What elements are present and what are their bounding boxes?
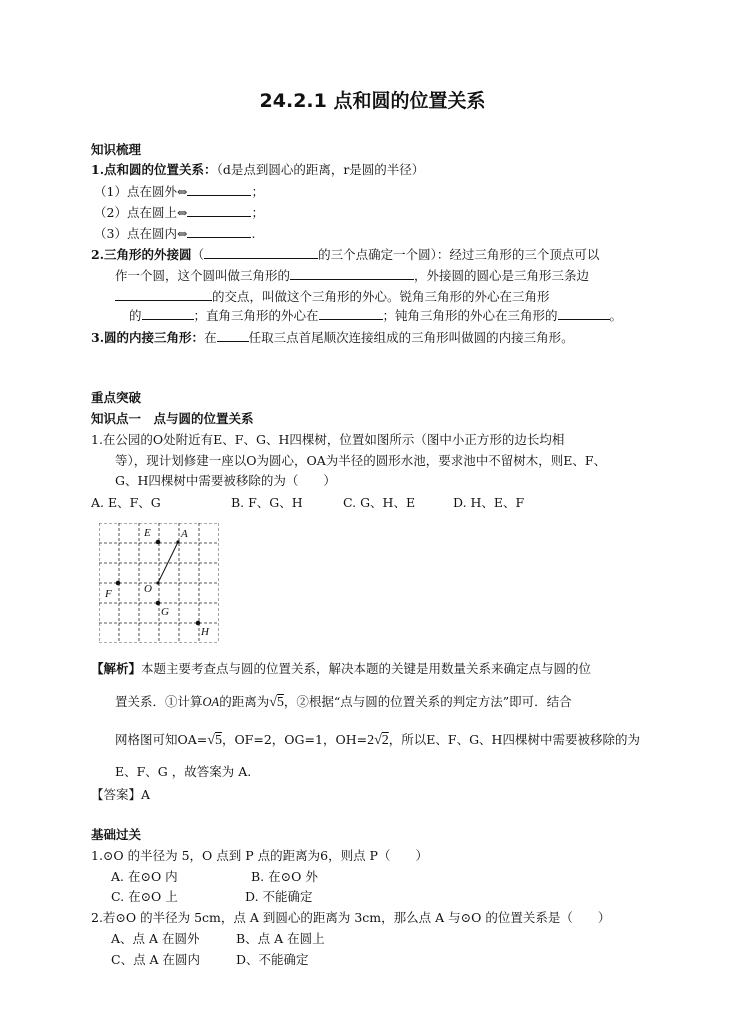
analysis-line-4: E、F、G ，故答案为 A. [115,764,252,779]
oa-symbol: OA [202,695,220,709]
knowledge-item-2-line-1: 2.三角形的外接圆（ 的三个点确定一个圆）：经过三角形的三个顶点可以 [91,247,600,262]
answer: 【答案】A [91,787,151,802]
question-1-line-3: G、H四棵树中需要被移除的为（ ） [115,473,336,488]
point-f [116,581,121,586]
basic-question-2: 2.若⊙O 的半径为 5cm，点 A 到圆心的距离为 3cm，那么点 A 与⊙O 的位置关系是（ ） [91,910,611,925]
point-a [176,540,179,543]
basic-q1-option-b[interactable]: B. 在⊙O 外 [251,869,318,884]
knowledge-item-2-line-3: 的交点，叫做这个三角形的外心。锐角三角形的外心在三角形 [115,288,550,305]
analysis-line-1: 【解析】本题主要考查点与圆的位置关系，解决本题的关键是用数量关系来确定点与圆的位 [91,661,592,676]
item1-sub-inside: （3）点在圆内⇔ . [94,226,256,241]
knowledge-item-2-line-4: 的 ；直角三角形的外心在 ；钝角三角形的外心在三角形的 。 [129,308,623,323]
label-a: A [181,528,188,540]
item1-note: （d是点到圆心的距离，r是圆的半径） [216,162,425,177]
basic-question-1: 1.⊙O 的半径为 5，O 点到 P 点的距离为6，则点 P（ ） [91,848,428,863]
point-o [156,581,159,584]
page-title: 24.2.1 点和圆的位置关系 [259,90,486,112]
label-h: H [201,626,209,638]
basic-q2-option-b[interactable]: B、点 A 在圆上 [236,931,325,946]
basic-q1-option-d[interactable]: D. 不能确定 [245,889,313,904]
fill-blank[interactable] [558,307,610,320]
section-heading-focus: 重点突破 [91,390,142,405]
basic-q2-option-d[interactable]: D、不能确定 [236,952,309,967]
section-heading-basic: 基础过关 [91,827,142,842]
basic-q1-option-a[interactable]: A. 在⊙O 内 [111,869,178,884]
knowledge-point-heading: 知识点一 点与圆的位置关系 [91,411,254,426]
option-b[interactable]: B. F、G、H [231,495,303,510]
knowledge-item-3: 3.圆的内接三角形：在 任取三点首尾顺次连接组成的三角形叫做圆的内接三角形。 [91,330,574,345]
fill-blank[interactable] [187,183,251,196]
fill-blank[interactable] [187,204,251,217]
fill-blank[interactable] [142,307,194,320]
segment-oa [158,542,178,583]
option-c[interactable]: C. G、H、E [343,495,416,510]
fill-blank[interactable] [290,267,414,280]
section-heading-knowledge: 知识梳理 [91,142,142,157]
basic-q2-option-a[interactable]: A、点 A 在圆外 [111,931,200,946]
item3-label: 3.圆的内接三角形： [91,330,205,345]
analysis-line-2: 置关系．①计算OA的距离为√5，②根据“点与圆的位置关系的判定方法”即可．结合 [115,694,572,710]
label-g: G [161,606,169,618]
point-e [156,540,161,545]
option-a[interactable]: A. E、F、G [91,495,161,510]
fill-blank[interactable] [204,246,318,259]
fill-blank[interactable] [115,288,212,301]
option-d[interactable]: D. H、E、F [453,495,525,510]
item1-sub-outside: （1）点在圆外⇔ ； [94,184,264,199]
knowledge-item-1 [91,162,424,178]
label-o: O [144,583,152,595]
analysis-label: 【解析】 [91,661,142,676]
point-g [156,601,161,606]
basic-q2-option-c[interactable]: C、点 A 在圆内 [111,952,201,967]
label-f: F [105,588,112,600]
question-1-line-1: 1.在公园的O处附近有E、F、G、H四棵树，位置如图所示（图中小正方形的边长均相 [91,432,565,447]
item2-label: 2.三角形的外接圆 [91,247,192,262]
item1-sub-on: （2）点在圆上⇔ ； [94,205,264,220]
tree-grid-figure [99,523,219,643]
analysis-line-3: 网格图可知OA=√5，OF=2，OG=1，OH=2√2，所以E、F、G、H四棵树中需要被移除的为 [115,732,640,748]
sqrt-5: √5 [207,733,222,748]
knowledge-item-2-line-2: 作一个圆，这个圆叫做三角形的 ，外接圆的圆心是三角形三条边 [115,268,590,283]
label-e: E [144,527,151,539]
sqrt-5: √5 [269,695,284,710]
fill-blank[interactable] [187,225,251,238]
item1-label: 1.点和圆的位置关系： [91,162,217,177]
point-h [196,621,201,626]
question-1-line-2: 等），现计划修建一座以O为圆心，OA为半径的圆形水池，要求池中不留树木，则E、F、 [115,453,607,468]
two-sqrt-2: 2√2 [367,733,389,748]
fill-blank[interactable] [319,307,383,320]
basic-q1-option-c[interactable]: C. 在⊙O 上 [111,889,178,904]
fill-blank[interactable] [217,329,249,342]
